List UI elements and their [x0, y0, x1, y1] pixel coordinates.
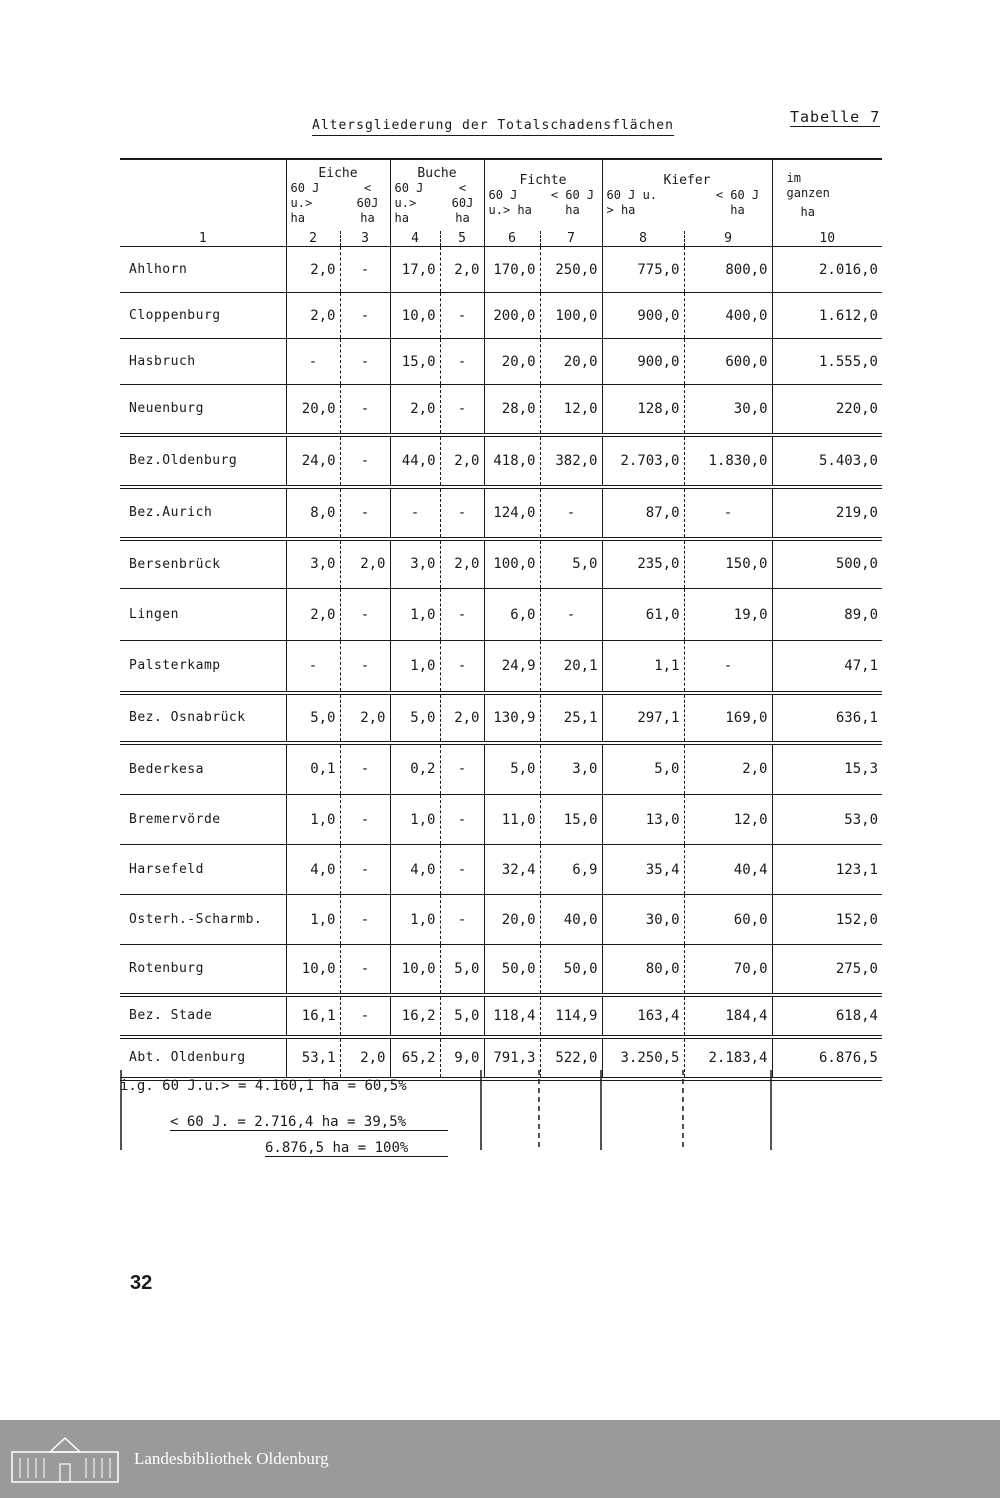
cell-value: 400,0: [684, 293, 772, 339]
cell-value: 5,0: [540, 539, 602, 589]
cell-value: 235,0: [602, 539, 684, 589]
cell-value: 89,0: [772, 589, 882, 641]
table-row: [120, 845, 882, 895]
cell-value: 10,0: [390, 293, 440, 339]
cell-value: -: [340, 945, 390, 995]
cell-value: 53,0: [772, 795, 882, 845]
cell-value: 900,0: [602, 339, 684, 385]
col-num: 8: [602, 231, 684, 247]
header-total: im ganzen ha: [772, 159, 882, 231]
cell-value: 3,0: [286, 539, 340, 589]
cell-value: 1,0: [286, 895, 340, 945]
cell-value: 5,0: [440, 945, 484, 995]
cell-value: 100,0: [540, 293, 602, 339]
cell-value: 2.703,0: [602, 435, 684, 487]
cell-value: -: [440, 339, 484, 385]
table-row: [120, 945, 882, 995]
cell-value: 130,9: [484, 693, 540, 743]
cell-value: 2.016,0: [818, 261, 878, 278]
cell-value: -: [286, 641, 340, 693]
col-num: 1: [120, 231, 286, 247]
table-row: [120, 247, 882, 293]
cell-value: 3.250,5: [602, 1037, 684, 1079]
cell-value: 775,0: [602, 247, 684, 293]
cell-value: 10,0: [390, 945, 440, 995]
cell-value: 8,0: [286, 487, 340, 539]
cell-value: 1,1: [602, 641, 684, 693]
cell-value: 900,0: [602, 293, 684, 339]
table-row: [120, 487, 882, 539]
cell-value: 1,0: [390, 795, 440, 845]
cell-value: -: [440, 385, 484, 435]
cell-value: -: [340, 845, 390, 895]
cell-value: 636,1: [772, 693, 882, 743]
cell-value: 30,0: [602, 895, 684, 945]
row-name: Harsefeld: [120, 845, 286, 895]
cell-value: -: [340, 339, 390, 385]
table-row: [120, 589, 882, 641]
cell-value: 5,0: [602, 743, 684, 795]
cell-value: 2.183,4: [684, 1037, 772, 1079]
cell-value: -: [540, 487, 602, 539]
cell-value: 5,0: [440, 995, 484, 1037]
cell-value: 20,0: [484, 339, 540, 385]
cell-value: -: [440, 743, 484, 795]
cell-value: 200,0: [484, 293, 540, 339]
cell-value: -: [440, 589, 484, 641]
cell-value: 118,4: [484, 995, 540, 1037]
cell-value: 60,0: [684, 895, 772, 945]
cell-value: 1.555,0: [772, 339, 882, 385]
cell-value: -: [340, 895, 390, 945]
cell-value: 44,0: [390, 435, 440, 487]
summary-grid-lines: [120, 1070, 890, 1150]
summary-line-2: < 60 J. = 2.716,4 ha = 39,5%: [170, 1114, 448, 1131]
table-row: [120, 995, 882, 1037]
cell-value: -: [390, 487, 440, 539]
cell-value: 2,0: [440, 247, 484, 293]
cell-value: 128,0: [602, 385, 684, 435]
cell-value: 61,0: [602, 589, 684, 641]
header-empty: [120, 159, 286, 231]
cell-value: 1,0: [286, 795, 340, 845]
col-num: 10: [772, 231, 882, 247]
library-name: Landesbibliothek Oldenburg: [134, 1449, 329, 1468]
cell-value: 1,0: [390, 895, 440, 945]
cell-value: 2,0: [286, 589, 340, 641]
cell-value: 35,4: [602, 845, 684, 895]
cell-value: -: [440, 487, 484, 539]
row-name: Ahlhorn: [120, 247, 286, 293]
cell-value: 219,0: [772, 487, 882, 539]
row-name: Neuenburg: [120, 385, 286, 435]
header-eiche: Eiche 60 J u.> ha < 60J ha: [286, 159, 390, 231]
header-row: [120, 159, 882, 231]
cell-value: -: [340, 795, 390, 845]
cell-value: 15,0: [390, 339, 440, 385]
cell-value: 791,3: [484, 1037, 540, 1079]
cell-value: -: [540, 589, 602, 641]
cell-value: 24,9: [484, 641, 540, 693]
cell-value: 123,1: [772, 845, 882, 895]
cell-value: -: [340, 743, 390, 795]
summary-line-1: i.g. 60 J.u.> = 4.160,1 ha = 60,5%: [120, 1078, 407, 1094]
cell-value: 15,0: [540, 795, 602, 845]
cell-value: 5,0: [286, 693, 340, 743]
cell-value: 297,1: [602, 693, 684, 743]
table-row: [120, 339, 882, 385]
cell-value: 220,0: [772, 385, 882, 435]
row-name: Bremervörde: [120, 795, 286, 845]
col-num: 3: [340, 231, 390, 247]
cell-value: 800,0: [684, 247, 772, 293]
row-name: Bez.Aurich: [120, 487, 286, 539]
cell-value: 1,0: [390, 641, 440, 693]
row-name: Lingen: [120, 589, 286, 641]
cell-value: -: [440, 293, 484, 339]
row-name: Bersenbrück: [120, 539, 286, 589]
sub-kiefer-a: 60 J u. > ha: [606, 188, 658, 217]
cell-value: 124,0: [484, 487, 540, 539]
col-num: 6: [484, 231, 540, 247]
cell-value: -: [340, 589, 390, 641]
cell-value: 6,0: [484, 589, 540, 641]
cell-value: -: [340, 385, 390, 435]
sub-total: ha: [800, 205, 815, 219]
row-name: Osterh.-Scharmb.: [120, 895, 286, 945]
page-number: 32: [130, 1272, 153, 1294]
cell-value: 2,0: [286, 293, 340, 339]
cell-value: -: [340, 487, 390, 539]
cell-value: 15,3: [772, 743, 882, 795]
column-number-row: [120, 231, 882, 247]
cell-value: 6,9: [540, 845, 602, 895]
cell-value: 47,1: [772, 641, 882, 693]
cell-value: 25,1: [540, 693, 602, 743]
cell-value: 2,0: [684, 743, 772, 795]
sub-buche-a: 60 J u.> ha: [394, 180, 424, 225]
cell-value: -: [684, 641, 772, 693]
cell-value: 5.403,0: [772, 435, 882, 487]
sub-fichte-a: 60 J u.> ha: [488, 188, 532, 217]
cell-value: 600,0: [684, 339, 772, 385]
row-name: Bez. Osnabrück: [120, 693, 286, 743]
header-fichte: Fichte 60 J u.> ha < 60 J ha: [484, 159, 602, 231]
cell-value: 114,9: [540, 995, 602, 1037]
table-row: [120, 435, 882, 487]
row-name: Hasbruch: [120, 339, 286, 385]
table-row: [120, 795, 882, 845]
cell-value: 418,0: [484, 435, 540, 487]
cell-value: 522,0: [540, 1037, 602, 1079]
cell-value: 2,0: [340, 1037, 390, 1079]
cell-value: 4,0: [390, 845, 440, 895]
cell-value: -: [684, 487, 772, 539]
row-name: Abt. Oldenburg: [120, 1037, 286, 1079]
row-name: Bez.Oldenburg: [120, 435, 286, 487]
summary-line-3: 6.876,5 ha = 100%: [265, 1140, 448, 1157]
cell-value: -: [440, 895, 484, 945]
cell-value: 50,0: [540, 945, 602, 995]
page-title: Altersgliederung der Totalschadensflächen: [312, 118, 674, 136]
cell-value: 16,1: [286, 995, 340, 1037]
library-footer: [0, 1420, 1000, 1498]
cell-value: 152,0: [772, 895, 882, 945]
cell-value: 20,0: [286, 385, 340, 435]
table-row: [120, 539, 882, 589]
table-label: Tabelle 7: [790, 108, 881, 126]
row-name: Palsterkamp: [120, 641, 286, 693]
cell-value: -: [340, 293, 390, 339]
cell-value: 1.612,0: [772, 293, 882, 339]
row-name: Rotenburg: [120, 945, 286, 995]
cell-value: 40,4: [684, 845, 772, 895]
cell-value: 275,0: [772, 945, 882, 995]
cell-value: 5,0: [390, 693, 440, 743]
cell-value: 2,0: [440, 435, 484, 487]
cell-value: -: [440, 795, 484, 845]
table-row: [120, 895, 882, 945]
cell-value: 2,0: [390, 385, 440, 435]
col-num: 7: [540, 231, 602, 247]
cell-value: 184,4: [684, 995, 772, 1037]
cell-value: 30,0: [684, 385, 772, 435]
library-building-icon: [10, 1434, 120, 1484]
cell-value: 20,0: [484, 895, 540, 945]
cell-value: 65,2: [390, 1037, 440, 1079]
col-num: 2: [286, 231, 340, 247]
cell-value: 53,1: [286, 1037, 340, 1079]
cell-value: 80,0: [602, 945, 684, 995]
cell-value: -: [340, 995, 390, 1037]
row-name: Cloppenburg: [120, 293, 286, 339]
cell-value: 3,0: [540, 743, 602, 795]
row-name: Bez. Stade: [120, 995, 286, 1037]
cell-value: 9,0: [440, 1037, 484, 1079]
cell-value: -: [340, 641, 390, 693]
cell-value: 28,0: [484, 385, 540, 435]
cell-value: 1.830,0: [684, 435, 772, 487]
row-name: Bederkesa: [120, 743, 286, 795]
cell-value: 87,0: [602, 487, 684, 539]
cell-value: 24,0: [286, 435, 340, 487]
data-table: [120, 158, 882, 1081]
cell-value: 40,0: [540, 895, 602, 945]
cell-value: 618,4: [772, 995, 882, 1037]
table-row: [120, 743, 882, 795]
cell-value: -: [340, 435, 390, 487]
cell-value: 150,0: [684, 539, 772, 589]
cell-value: 5,0: [484, 743, 540, 795]
cell-value: 19,0: [684, 589, 772, 641]
cell-value: 170,0: [484, 247, 540, 293]
cell-value: 2,0: [340, 693, 390, 743]
table-row: [120, 385, 882, 435]
table-row: [120, 641, 882, 693]
cell-value: 2,0: [340, 539, 390, 589]
cell-value: 4,0: [286, 845, 340, 895]
cell-value: 1,0: [390, 589, 440, 641]
cell-value: 0,1: [286, 743, 340, 795]
cell-value: 0,2: [390, 743, 440, 795]
cell-value: 13,0: [602, 795, 684, 845]
cell-value: 20,1: [540, 641, 602, 693]
cell-value: 2,0: [440, 539, 484, 589]
cell-value: 100,0: [484, 539, 540, 589]
header-buche: Buche 60 J u.> ha < 60J ha: [390, 159, 484, 231]
sub-eiche-a: 60 J u.> ha: [290, 180, 320, 225]
cell-value: -: [340, 247, 390, 293]
table-row: [120, 293, 882, 339]
cell-value: 2,0: [440, 693, 484, 743]
sub-fichte-b: < 60 J ha: [550, 188, 595, 217]
cell-value: 11,0: [484, 795, 540, 845]
cell-value: 500,0: [772, 539, 882, 589]
cell-value: 163,4: [602, 995, 684, 1037]
cell-value: 169,0: [684, 693, 772, 743]
cell-value: 16,2: [390, 995, 440, 1037]
col-num: 4: [390, 231, 440, 247]
table-row: [120, 693, 882, 743]
col-num: 9: [684, 231, 772, 247]
cell-value: -: [440, 641, 484, 693]
cell-value: 12,0: [540, 385, 602, 435]
cell-value: 70,0: [684, 945, 772, 995]
sub-kiefer-b: < 60 J ha: [715, 188, 760, 217]
cell-value: 20,0: [540, 339, 602, 385]
header-kiefer: Kiefer 60 J u. > ha < 60 J ha: [602, 159, 772, 231]
cell-value: 382,0: [540, 435, 602, 487]
col-num: 5: [440, 231, 484, 247]
cell-value: 2,0: [286, 247, 340, 293]
sub-eiche-b: < 60J ha: [356, 180, 379, 225]
cell-value: 3,0: [390, 539, 440, 589]
cell-value: 10,0: [286, 945, 340, 995]
cell-value: 50,0: [484, 945, 540, 995]
cell-value: 32,4: [484, 845, 540, 895]
cell-value: 12,0: [684, 795, 772, 845]
sub-buche-b: < 60J ha: [451, 180, 474, 225]
cell-value: 17,0: [390, 247, 440, 293]
cell-value: 250,0: [540, 247, 602, 293]
cell-value: -: [440, 845, 484, 895]
cell-value: 6.876,5: [772, 1037, 882, 1079]
cell-value: -: [286, 339, 340, 385]
